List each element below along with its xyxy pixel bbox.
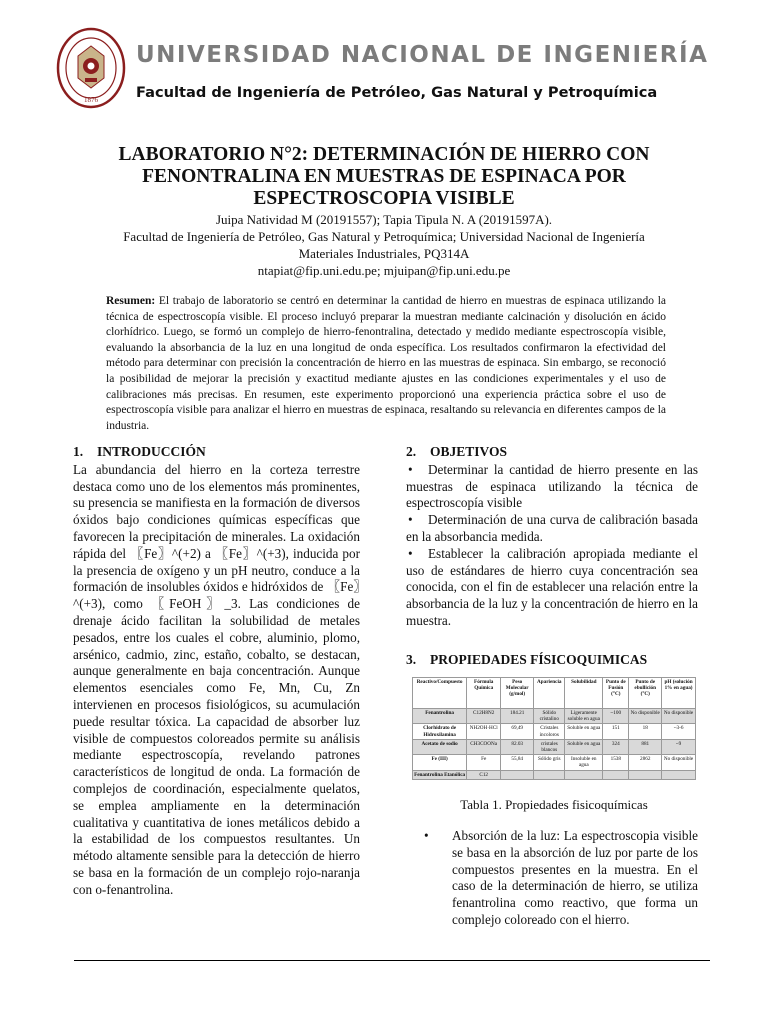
section-heading-introduccion (73, 444, 360, 461)
table-cell (565, 770, 603, 779)
table-cell: CH3COONa (467, 739, 501, 754)
seal-year: 1876 (84, 96, 98, 104)
table-cell: No disponible (662, 755, 696, 770)
table-cell: 151 (603, 724, 629, 739)
table-header-cell: Peso Molecular (g/mol) (501, 678, 534, 709)
bullet-icon: • (424, 828, 429, 843)
table-cell: 82.03 (501, 739, 534, 754)
course: Materiales Industriales, PQ314A (298, 246, 470, 261)
paper-title (84, 144, 684, 210)
title-line-1: LABORATORIO N°2: DETERMINACIÓN DE HIERRO CON (118, 144, 650, 165)
table-cell (534, 770, 565, 779)
objectives-list (406, 462, 698, 630)
section-number: 1. (73, 444, 84, 459)
table-cell: Soluble en agua (565, 724, 603, 739)
section-heading-propiedades (406, 652, 698, 669)
table-row (413, 770, 696, 779)
table-row (413, 755, 696, 770)
table-header-cell: Reactivo/Compuesto (413, 678, 467, 709)
properties-bullet (424, 828, 698, 929)
table-cell (501, 770, 534, 779)
title-line-2: FENONTRALINA EN MUESTRAS DE ESPINACA POR (142, 166, 626, 187)
table-caption: Tabla 1. Propiedades fisicoquímicas (460, 797, 648, 812)
table-row (413, 739, 696, 754)
title-line-3: ESPECTROSCOPIA VISIBLE (253, 188, 515, 209)
byline (60, 211, 708, 279)
table-cell: ~9 (662, 739, 696, 754)
page-header (56, 22, 736, 118)
table-cell: Acetato de sodio (413, 739, 467, 754)
table-cell: 1538 (603, 755, 629, 770)
table-cell: Ligeramente soluble en agua (565, 709, 603, 724)
objective-item: • Determinación de una curva de calibración basada en la absorbancia medida. (406, 512, 698, 546)
table-cell: Fe (467, 755, 501, 770)
table-cell: ~3-6 (662, 724, 696, 739)
bullet-text: Absorción de la luz: La espectroscopia visible se basa en la absorción de luz por parte de los compuestos presentes en la muestra. En el caso de la determinación de hierro, se utiliza fenantrolina como reactivo, que forma un complejo coloreado con el hierro. (452, 828, 698, 927)
table-cell: NH2OH·HCl (467, 724, 501, 739)
section-title: PROPIEDADES FÍSICOQUIMICAS (430, 651, 648, 667)
table-header-cell: Apariencia (534, 678, 565, 709)
properties-table-wrapper (412, 677, 696, 780)
table-header-cell: Solubilidad (565, 678, 603, 709)
table-cell: C12 (467, 770, 501, 779)
right-column (406, 444, 698, 670)
table-cell: 18 (629, 724, 662, 739)
table-cell: Sólido cristalino (534, 709, 565, 724)
table-cell: ~100 (603, 709, 629, 724)
table-header-cell: Fórmula Química (467, 678, 501, 709)
abstract-label: Resumen: (106, 295, 156, 307)
section-heading-objetivos (406, 444, 698, 461)
table-cell (629, 770, 662, 779)
authors: Juipa Natividad M (20191557); Tapia Tipula N. A (20191597A). (215, 212, 553, 227)
table-cell: 324 (603, 739, 629, 754)
table-cell: Cristales incoloros (534, 724, 565, 739)
table-cell: Insoluble en agua (565, 755, 603, 770)
table-cell: 184.21 (501, 709, 534, 724)
introduction-text: La abundancia del hierro en la corteza terrestre destaca como uno de los elementos más prominentes, su presencia se manifiesta en la formación de diversos óxidos bajo condiciones químicas específicas que favorecen la precipitación de minerales. La oxidación rápida del 〖Fe〗^(+2) a 〖Fe〗^(+3), inducida por la presencia de oxígeno y un pH neutro, conduce a la formación de insolubles óxidos e hidróxidos de 〖Fe〗^(+3), como 〖FeOH〗_3. Las condiciones de drenaje ácido facilitan la solubilidad de metales pesados, entre los cuales el cobre, aluminio, plomo, arsénico, cadmio, zinc, estaño, cobalto, se destacan, aunque generalmente en baja concentración. Aunque elementos esenciales como Fe, Mn, Cu, Zn intervienen en procesos fisiológicos, su acumulación puede resultar tóxica. La capacidad de absorber luz visible de compuestos coloreados permite su análisis mediante espectroscopía, revelando patrones característicos de longitud de onda. La formación de complejos de coordinación, especialmente quelatos, se emplea ampliamente en la determinación cualitativa y cuantitativa de iones metálicos debido a la estabilidad de los compuestos resultantes. Un método altamente sensible para la detección de hierro se basa en la formación de un complejo rojo-naranja con o-fenantrolina. (73, 461, 360, 897)
left-column (73, 444, 360, 899)
table-header-cell: Punto de Fusión (°C) (603, 678, 629, 709)
objective-item: • Establecer la calibración apropiada mediante el uso de estándares de hierro cuya concentración sea conocida, con el fin de establecer una relación entre la absorbancia de la luz y la concentración de hierro en la muestra. (406, 546, 698, 630)
section-number: 2. (406, 444, 417, 459)
table-cell (662, 770, 696, 779)
abstract-text: El trabajo de laboratorio se centró en determinar la cantidad de hierro en muestras de espinaca utilizando la técnica de espectroscopía visible. El proceso incluyó preparar la muestran mediante calcinación y disolución en ácido clorhídrico. Luego, se formó un complejo de hierro-fenontralina, detectado y medido mediante espectroscopía visible, evaluando la absorbancia de la luz en una longitud de onda específica. Los resultados confirmaron la efectividad del método para determinar con precisión la concentración de hierro en las muestras de espinaca. Sin embargo, se reconoció la posibilidad de mejorar la precisión y exactitud mediante ajustes en las condiciones experimentales y el uso de calibraciones más precisas. En resumen, este experimento proporcionó una experiencia práctica sobre el uso de espectroscopía visible para analizar el hierro en muestras de espinaca, resaltando su relevancia en diferentes campos de la industria. (106, 295, 666, 432)
table-cell (603, 770, 629, 779)
table-cell: Clorhidrato de Hidroxilamina (413, 724, 467, 739)
table-cell: No disponible (629, 709, 662, 724)
table-cell: Fenantrolina Etanólica (414, 771, 466, 778)
table-cell: Fenantrolina (413, 709, 467, 724)
objective-item: • Determinar la cantidad de hierro presente en las muestras de espinaca utilizando la técnica de espectroscopía visible (406, 462, 698, 512)
table-cell: 2862 (629, 755, 662, 770)
university-seal-icon (56, 26, 126, 110)
abstract (106, 294, 666, 434)
table-header-cell: pH (solución 1% en agua) (662, 678, 696, 709)
table-cell: cristales blancos (534, 739, 565, 754)
table-cell: 881 (629, 739, 662, 754)
table-cell: 69,49 (501, 724, 534, 739)
section-title: INTRODUCCIÓN (97, 444, 206, 459)
section-title: OBJETIVOS (430, 444, 508, 459)
footer-divider (74, 960, 710, 961)
table-header-cell: Punto de ebullición (°C) (629, 678, 662, 709)
table-cell: C12H8N2 (467, 709, 501, 724)
table-row (413, 724, 696, 739)
emails: ntapiat@fip.uni.edu.pe; mjuipan@fip.uni.edu.pe (257, 263, 511, 278)
properties-table (412, 677, 696, 780)
affiliation: Facultad de Ingeniería de Petróleo, Gas Natural y Petroquímica; Universidad Nacional de Ingeniería (123, 229, 645, 244)
table-header-row (413, 678, 696, 709)
table-cell: Soluble en agua (565, 739, 603, 754)
table-cell: Fe (III) (413, 755, 467, 770)
table-cell: 55,84 (501, 755, 534, 770)
section-number: 3. (406, 651, 417, 667)
faculty-name: Facultad de Ingeniería de Petróleo, Gas Natural y Petroquímica (136, 84, 658, 101)
table-row (413, 709, 696, 724)
university-name: UNIVERSIDAD NACIONAL DE INGENIERÍA (136, 42, 709, 68)
table-cell: No disponible (662, 709, 696, 724)
table-cell: Sólido gris (534, 755, 565, 770)
